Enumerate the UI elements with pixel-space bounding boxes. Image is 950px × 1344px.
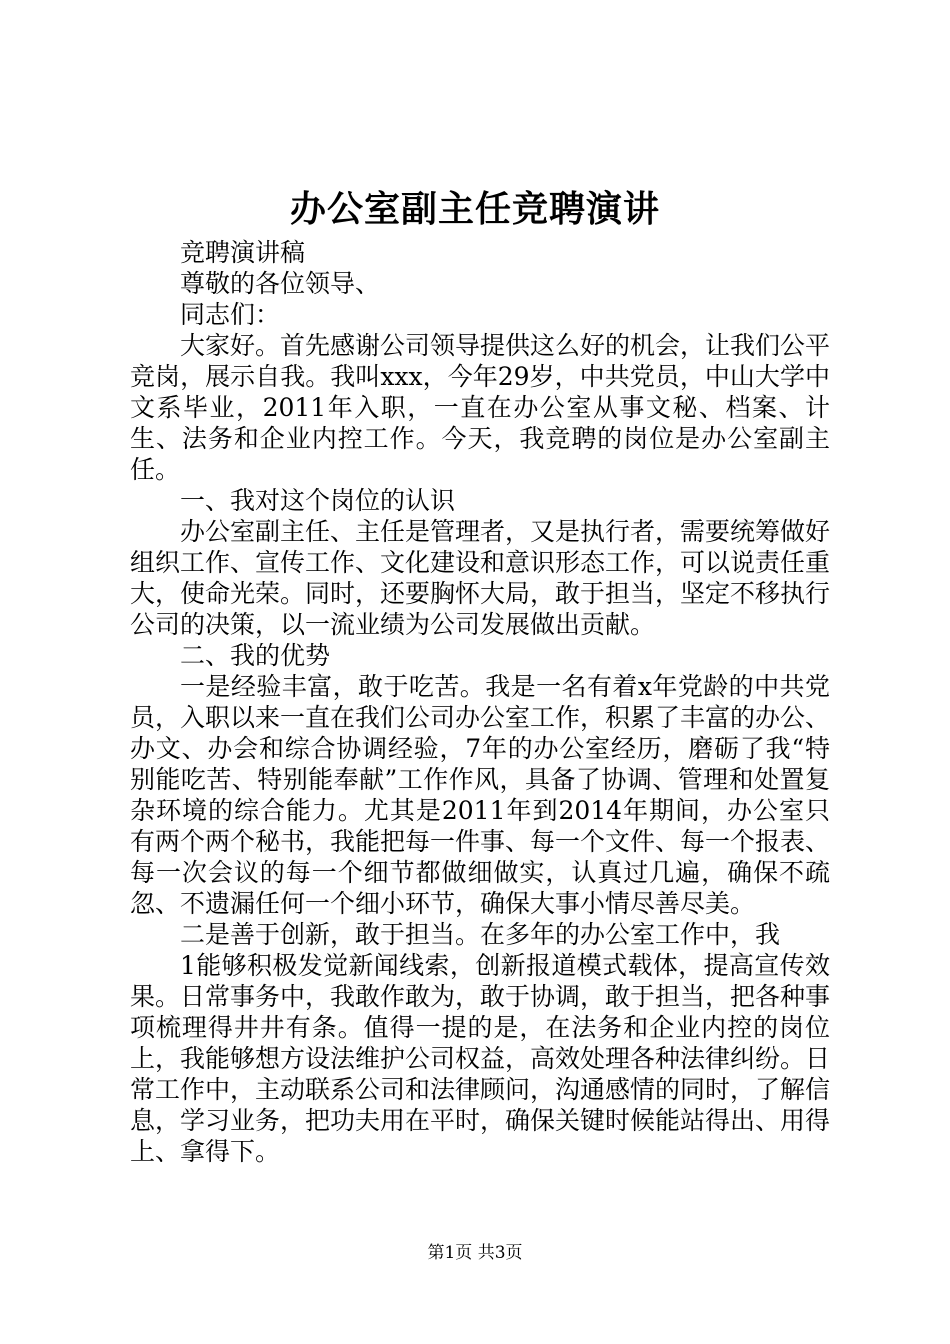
paragraph-salutation-1: 尊敬的各位领导、 — [180, 269, 381, 298]
paragraph-salutation-2: 同志们： — [180, 300, 281, 329]
paragraph-advantage-2: 二是善于创新，敢于担当。在多年的办公室工作中，我 — [180, 920, 781, 949]
paragraph-advantage-1: 一是经验丰富，敢于吃苦。我是一名有着x年党龄的中共党员，入职以来一直在我们公司办公室工作，积累了丰富的办公、办文、办会和综合协调经验，7年的办公室经历，磨砺了我“特别能吃苦、特别能奉献”工作作风，具备了协调、管理和处置复杂环境的综合能力。尤其是2011年到2014年期间，办公室只有两个两个秘书，我能把每一件事、每一个文件、每一个报表、每一次会议的每一个细节都做细做实，认真过几遍，确保不疏忽、不遗漏任何一个细小环节，确保大事小情尽善尽美。 — [130, 672, 831, 918]
section-heading-understanding: 一、我对这个岗位的认识 — [180, 486, 456, 515]
document-title: 办公室副主任竞聘演讲 — [289, 188, 660, 230]
document-body — [130, 237, 830, 1167]
paragraph-advantage-2-continued: 1能够积极发觉新闻线索，创新报道模式载体，提高宣传效果。日常事务中，我敢作敢为，敢于协调，敢于担当，把各种事项梳理得井井有条。值得一提的是，在法务和企业内控的岗位上，我能够想方设法维护公司权益，高效处理各种法律纠纷。日常工作中，主动联系公司和法律顾问，沟通感情的同时，了解信息，学习业务，把功夫用在平时，确保关键时候能站得出、用得上、拿得下。 — [130, 951, 831, 1166]
paragraph-heading-label: 竞聘演讲稿 — [180, 238, 306, 267]
section-heading-advantages: 二、我的优势 — [180, 641, 331, 670]
paragraph-understanding: 办公室副主任、主任是管理者，又是执行者，需要统筹做好组织工作、宣传工作、文化建设和意识形态工作，可以说责任重大，使命光荣。同时，还要胸怀大局，敢于担当，坚定不移执行公司的决策，以一流业绩为公司发展做出贡献。 — [130, 517, 831, 639]
paragraph-introduction: 大家好。首先感谢公司领导提供这么好的机会，让我们公平竞岗，展示自我。我叫xxx，今年29岁，中共党员，中山大学中文系毕业，2011年入职，一直在办公室从事文秘、档案、计生、法务和企业内控工作。今天，我竞聘的岗位是办公室副主任。 — [130, 331, 831, 484]
page-footer: 第1页 共3页 — [427, 1243, 523, 1263]
